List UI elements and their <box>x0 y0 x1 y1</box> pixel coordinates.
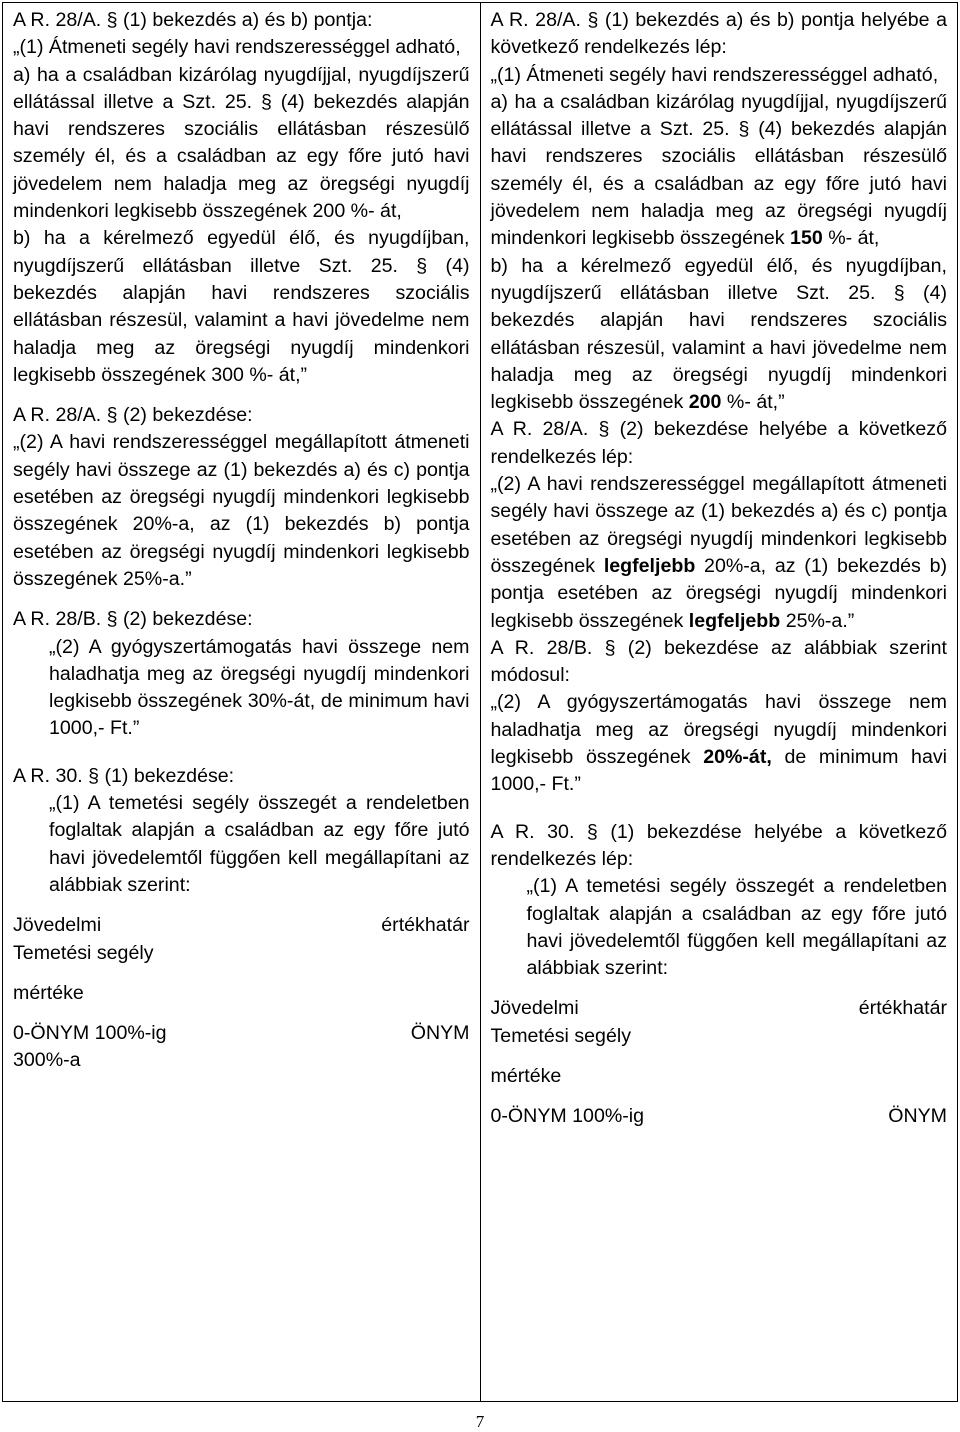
right-tbl-header <box>491 995 948 1022</box>
left-tbl-row1 <box>13 1020 470 1047</box>
comparison-table <box>2 2 958 1402</box>
left-column-current-text <box>3 3 481 1402</box>
right-tbl-row1 <box>491 1103 948 1130</box>
right-s1-bold-200: 200 <box>688 391 722 414</box>
left-tbl-col2: értékhatár <box>381 914 470 937</box>
left-tbl-row1-value: 300%-a <box>13 1049 81 1072</box>
right-s3-bold: 20%-át, <box>703 746 772 769</box>
left-tbl-row1-unit: ÖNYM <box>410 1022 470 1045</box>
right-tbl-row1-range: 0-ÖNYM 100%-ig <box>490 1105 645 1128</box>
right-s4-heading: A R. 30. § (1) bekezdése helyébe a következő rendelkezés lép: <box>490 820 947 870</box>
right-s1-point-a: a) ha a családban kizárólag nyugdíjjal, nyugdíjszerű ellátással illetve a Szt. 25. § (4) bekezdés alapján havi rendszeres szociális ellátásban részesülő személy él, és a családban az egy főre jutó havi jövedelem nem haladja meg az öregségi nyugdíj mindenkori legkisebb összegének 150 %- át, <box>490 90 947 250</box>
right-s3-heading: A R. 28/B. § (2) bekezdése az alábbiak szerint módosul: <box>490 636 947 687</box>
right-s2-bold-2: legfeljebb <box>688 609 781 632</box>
left-s3-body: „(2) A gyógyszertámogatás havi összege nem haladhatja meg az öregségi nyugdíj mindenkori legkisebb összegének 30%-át, de minimum havi 1000,- Ft.” <box>49 635 470 740</box>
left-s1-heading: A R. 28/A. § (1) bekezdés a) és b) pontja: <box>13 9 373 31</box>
right-s1-point-b: b) ha a kérelmező egyedül élő, és nyugdíjban, nyugdíjszerű ellátásban illetve Szt. 25. § (4) bekezdés alapján havi rendszeres szociális ellátásban részesül, valamint a havi jövedelme nem haladja meg az öregségi nyugdíj mindenkori legkisebb összegének 200 %- át,” <box>490 254 947 414</box>
page-number: 7 <box>475 1412 485 1431</box>
right-s1-heading: A R. 28/A. § (1) bekezdés a) és b) pontja helyébe a következő rendelkezés lép: <box>490 9 947 59</box>
left-tbl-col1: Jövedelmi <box>13 914 102 937</box>
right-s4-body: „(1) A temetési segély összegét a rendeletben foglaltak alapján a családban az egy főre jutó havi jövedelemtől függően kell megállapítani az alábbiak szerint: <box>526 875 947 980</box>
left-s3-heading: A R. 28/B. § (2) bekezdése: <box>13 608 253 631</box>
left-s1-point-b: b) ha a kérelmező egyedül élő, és nyugdíjban, nyugdíjszerű ellátásban illetve Szt. 25. § (4) bekezdés alapján havi rendszeres szociális ellátásban részesül, valamint a havi jövedelme nem haladja meg az öregségi nyugdíj mindenkori legkisebb összegének 300 %- át,” <box>13 227 470 386</box>
left-tbl-header <box>13 912 470 939</box>
left-s2-heading: A R. 28/A. § (2) bekezdése: <box>13 404 253 427</box>
left-tbl-row1-range: 0-ÖNYM 100%-ig <box>13 1022 167 1045</box>
right-s2-bold-1: legfeljebb <box>603 554 696 577</box>
left-tbl-row-label: Temetési segély <box>13 941 154 964</box>
right-tbl-row-label: Temetési segély <box>490 1024 631 1047</box>
right-tbl-col2: értékhatár <box>858 997 947 1020</box>
left-s4-body: „(1) A temetési segély összegét a rendeletben foglaltak alapján a családban az egy főre jutó havi jövedelemtől függően kell megállapítani az alábbiak szerint: <box>49 792 470 896</box>
right-s1-bold-150: 150 <box>790 227 823 250</box>
left-s1-point-a: a) ha a családban kizárólag nyugdíjjal, nyugdíjszerű ellátással illetve a Szt. 25. § (4) bekezdés alapján havi rendszeres szociális ellátásban részesülő személy él, és a családban az egy főre jutó havi jövedelem nem haladja meg az öregségi nyugdíj mindenkori legkisebb összegének 200 %- át, <box>13 63 470 223</box>
right-s2-heading: A R. 28/A. § (2) bekezdése helyébe a következő rendelkezés lép: <box>490 418 947 468</box>
right-s2-body: „(2) A havi rendszerességgel megállapított átmeneti segély havi összege az (1) bekezdés a) és c) pontja esetében az öregségi nyugdíj mindenkori legkisebb összegének legfeljebb 20%-a, az (1) bekezdés b) pontja esetében az öregségi nyugdíj mindenkori legkisebb összegének legfeljebb 25%-a.” <box>490 473 948 632</box>
right-s1-intro: „(1) Átmeneti segély havi rendszerességgel adható, <box>490 63 939 86</box>
right-tbl-col1: Jövedelmi <box>490 997 579 1020</box>
left-s4-heading: A R. 30. § (1) bekezdése: <box>13 764 235 787</box>
right-s3-body: „(2) A gyógyszertámogatás havi összege nem haladhatja meg az öregségi nyugdíj mindenkori legkisebb összegének 20%-át, de minimum havi 1000,- Ft.” <box>490 691 947 796</box>
left-tbl-row-label2: mértéke <box>13 981 84 1004</box>
left-s2-body: „(2) A havi rendszerességgel megállapított átmeneti segély havi összege az (1) bekezdés a) és c) pontja esetében az öregségi nyugdíj mindenkori legkisebb összegének 20%-a, az (1) bekezdés b) pontja esetében az öregségi nyugdíj mindenkori legkisebb összegének 25%-a.” <box>13 431 470 590</box>
right-column-proposed-text <box>480 3 958 1402</box>
right-tbl-row-label2: mértéke <box>490 1064 562 1087</box>
left-s1-intro: „(1) Átmeneti segély havi rendszerességgel adható, <box>13 36 461 59</box>
right-tbl-row1-unit: ÖNYM <box>888 1105 947 1128</box>
